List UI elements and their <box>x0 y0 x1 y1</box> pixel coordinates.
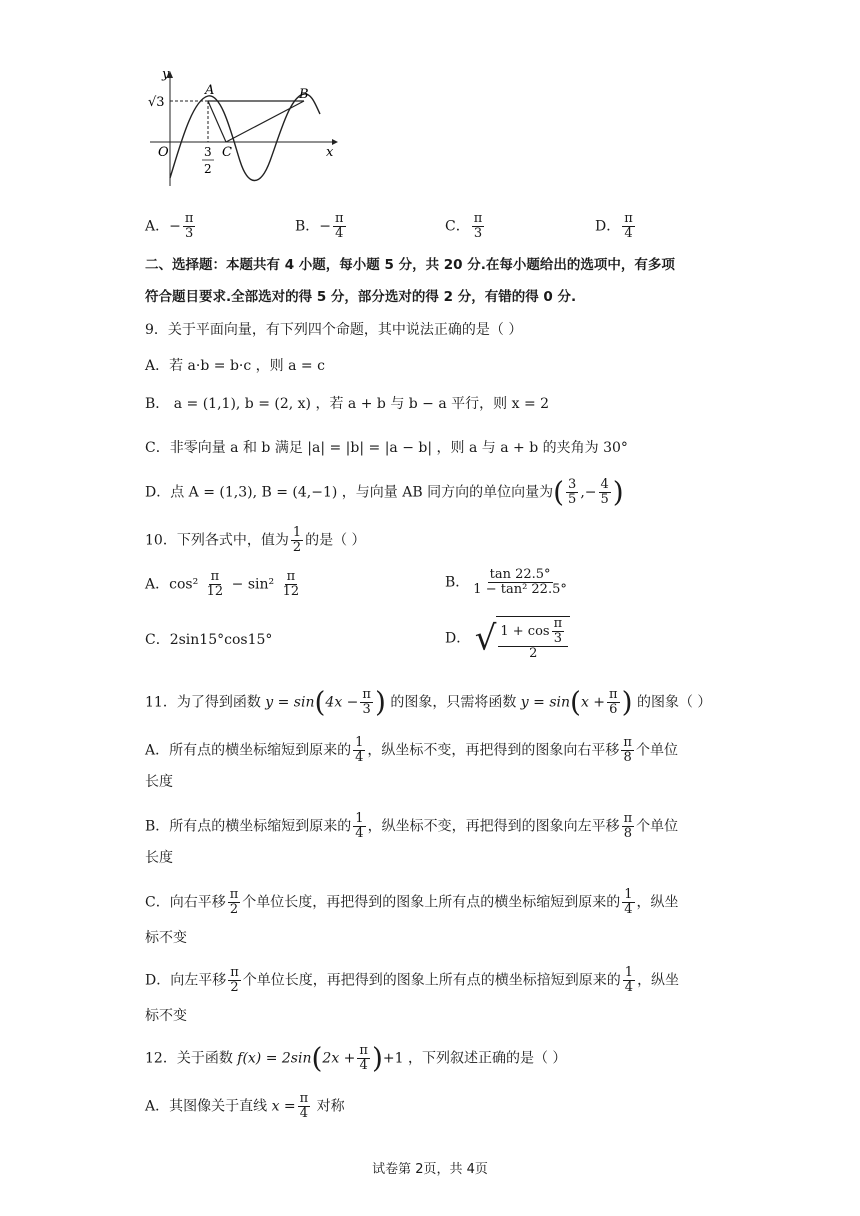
point-a-label: A <box>205 83 215 98</box>
q8-option-d[interactable]: D． $\frac{\pi}{4}$ <box>595 211 633 241</box>
q10-stem: 10．下列各式中，值为 $\frac{1}{2}$ 的是（ ） <box>145 525 366 555</box>
sine-graph-figure <box>140 66 340 191</box>
q11-option-d[interactable]: D．向左平移 $\frac{\pi}{2}$ 个单位长度，再把得到的图象上所有点的横坐标揞短到原来的 $\frac{1}{4}$ ，纵坐 <box>145 965 680 995</box>
q8-option-b[interactable]: B．− $\frac{\pi}{4}$ <box>295 211 344 241</box>
q10-option-d[interactable]: D． √ 1 + cos $\frac{\pi}{3}$ 2 <box>445 616 570 661</box>
section2-line2: 符合题目要求.全部选对的得 5 分，部分选对的得 2 分，有错的得 0 分. <box>145 289 577 305</box>
q9-option-a[interactable]: A．若 a·b = b·c ，则 a = c <box>145 358 325 374</box>
q11-option-c[interactable]: C．向右平移 $\frac{\pi}{2}$ 个单位长度，再把得到的图象上所有点的横坐标缩短到原来的 $\frac{1}{4}$ ，纵坐 <box>145 887 679 917</box>
q11-option-c-cont: 标不变 <box>145 930 187 946</box>
sqrt-expression: √ 1 + cos $\frac{\pi}{3}$ 2 <box>475 616 570 661</box>
sqrt3-label: √3 <box>148 95 165 110</box>
q10-option-a[interactable]: A．cos² $\frac{\pi}{12}$ − sin² $\frac{\pi}{12}$ <box>145 569 300 599</box>
q8-option-a[interactable]: A．− $\frac{\pi}{3}$ <box>145 211 194 241</box>
q10-option-c[interactable]: C．2sin15°cos15° <box>145 632 273 648</box>
q9-stem: 9．关于平面向量，有下列四个命题，其中说法正确的是（ ） <box>145 322 523 338</box>
q8-option-c[interactable]: C． $\frac{\pi}{3}$ <box>445 211 483 241</box>
y-axis-label: y <box>162 67 170 82</box>
q11-option-a-cont: 长度 <box>145 774 173 790</box>
q9-option-b[interactable]: B． a = (1,1), b = (2, x) ，若 a + b 与 b − a 平行，则 x = 2 <box>145 396 550 412</box>
q9-option-d[interactable]: D．点 A = (1,3), B = (4,−1) ，与向量 AB 同方向的单位向量为( $\frac{3}{5}$ ,− $\frac{4}{5}$ ) <box>145 475 624 509</box>
origin-label: O <box>158 145 169 160</box>
q11-option-a[interactable]: A．所有点的横坐标缩短到原来的 $\frac{1}{4}$ ，纵坐标不变，再把得到的图象向右平移 $\frac{\pi}{8}$ 个单位 <box>145 735 678 765</box>
q12-stem: 12．关于函数 f(x) = 2sin(2x + $\frac{\pi}{4}$ )+1 ，下列叙述正确的是（ ） <box>145 1041 567 1075</box>
q12-option-a[interactable]: A．其图像关于直线 x = $\frac{\pi}{4}$ 对称 <box>145 1091 345 1121</box>
q11-stem: 11．为了得到函数 y = sin(4x − $\frac{\pi}{3}$ ) 的图象，只需将函数 y = sin(x + $\frac{\pi}{6}$ ) 的图象（ ） <box>145 685 712 719</box>
section2-line1: 二、选择题：本题共有 4 小题，每小题 5 分，共 20 分.在每小题给出的选项中，有多项 <box>145 257 675 273</box>
x0-numerator: 3 <box>204 145 212 159</box>
x-axis-label: x <box>326 145 334 160</box>
q11-option-b-cont: 长度 <box>145 850 173 866</box>
point-c-label: C <box>222 145 232 160</box>
q9-option-c[interactable]: C．非零向量 a 和 b 满足 |a| = |b| = |a − b| ，则 a 与 a + b 的夹角为 30° <box>145 440 628 456</box>
x0-denominator: 2 <box>204 162 212 176</box>
point-b-label: B <box>299 87 309 102</box>
page-footer: 试卷第 2页，共 4页 <box>372 1162 488 1177</box>
q11-option-d-cont: 标不变 <box>145 1008 187 1024</box>
q11-option-b[interactable]: B．所有点的横坐标缩短到原来的 $\frac{1}{4}$ ，纵坐标不变，再把得到的图象向左平移 $\frac{\pi}{8}$ 个单位 <box>145 811 679 841</box>
q10-option-b[interactable]: B． $\frac{\tan 22.5^\circ}{\text{1 − tan² 22.5°}}$ <box>445 567 567 597</box>
